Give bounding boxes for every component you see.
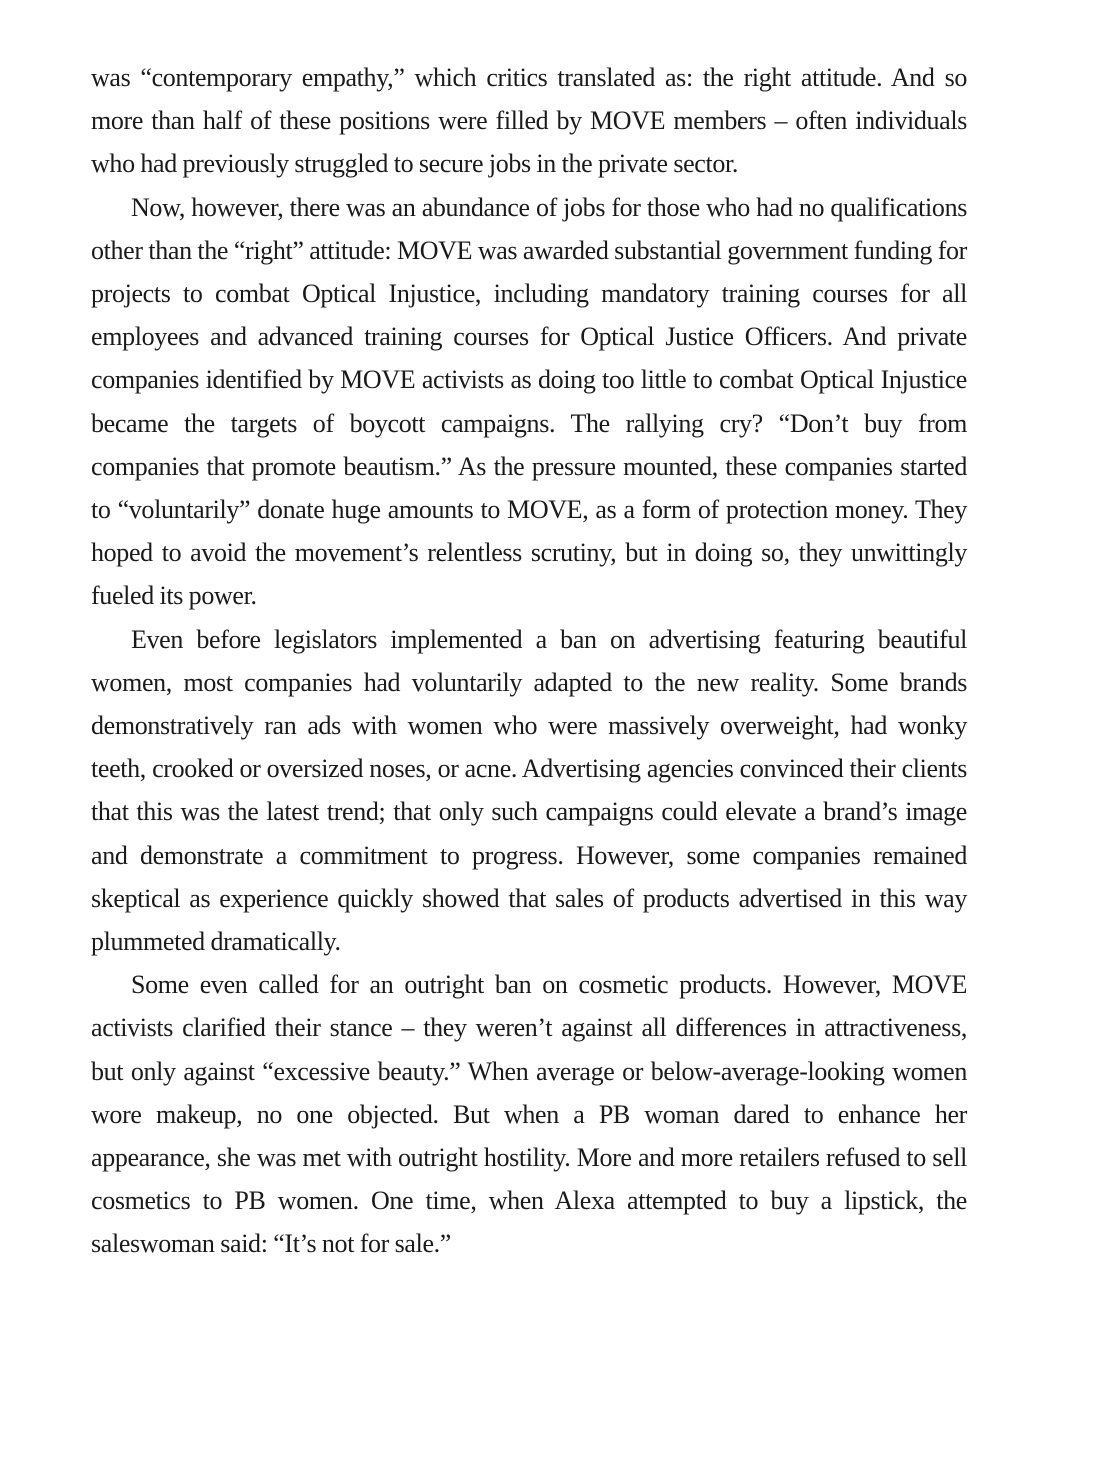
paragraph-3: Even before legislators implemented a ban on advertising featuring beautiful women, most companies had voluntarily adapted to the new reality. Some brands demonstratively ran ads with women who were massively overweight, had wonky teeth, crooked or oversized noses, or acne. Advertising agencies convinced their clients that this was the latest trend; that only such campaigns could elevate a brand’s image and demonstrate a commitment to progress. However, some companies remained skeptical as experience quickly showed that sales of products advertised in this way plummeted dramatically. bbox=[91, 624, 967, 957]
paragraph-4: Some even called for an outright ban on cosmetic products. However, MOVE activists clarified their stance – they weren’t against all differences in attractiveness, but only against “excessive beauty.” When average or below-average-looking women wore makeup, no one objected. But when a PB woman dared to enhance her appearance, she was met with outright hostility. More and more retailers refused to sell cosmetics to PB women. One time, when Alexa attempted to buy a lipstick, the saleswoman said: “It’s not for sale.” bbox=[91, 970, 967, 1259]
paragraph-1: was “contemporary empathy,” which critics translated as: the right attitude. And so more than half of these positions were filled by MOVE members – often individuals who had previously struggled to secure jobs in the private sector. bbox=[91, 63, 967, 179]
paragraph-2: Now, however, there was an abundance of jobs for those who had no qualifications other than the “right” attitude: MOVE was awarded substantial government funding for projects to combat Optical Injustice, including mandatory training courses for all employees and advanced training courses for Optical Justice Officers. And private companies identified by MOVE activists as doing too little to combat Optical Injustice became the targets of boycott campaigns. The rallying cry? “Don’t buy from companies that promote beautism.” As the pressure mounted, these companies started to “voluntarily” donate huge amounts to MOVE, as a form of protection money. They hoped to avoid the movement’s relentless scrutiny, but in doing so, they unwittingly fueled its power. bbox=[91, 192, 967, 611]
book-page bbox=[91, 56, 967, 1266]
